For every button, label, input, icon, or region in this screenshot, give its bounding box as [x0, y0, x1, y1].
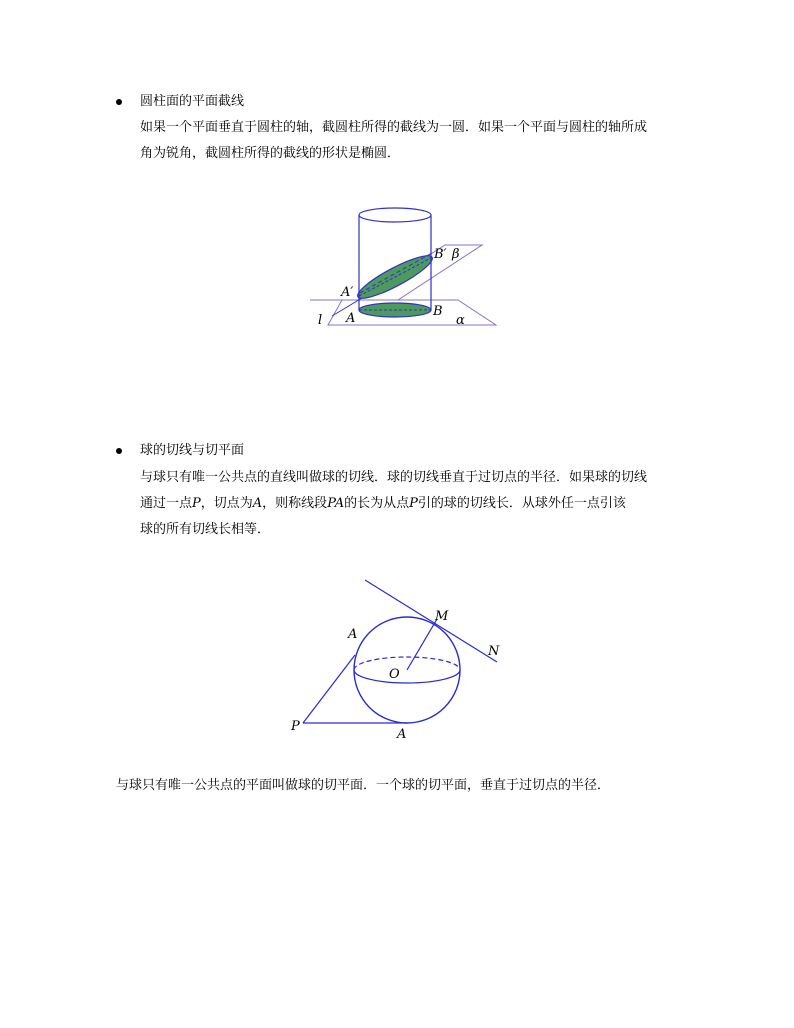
math-p: P [409, 496, 418, 511]
text-run: ，则称线段 [262, 496, 328, 511]
tangent-plane-paragraph: 与球只有唯一公共点的平面叫做球的切平面．一个球的切平面，垂直于过切点的半径． [116, 778, 611, 793]
section2-title: 球的切线与切平面 [140, 443, 245, 458]
radius-om [407, 619, 437, 670]
sphere-tangent-figure [285, 575, 510, 745]
section2-paragraph [140, 465, 680, 543]
cylinder-section-figure [300, 200, 510, 335]
section2-line-3: 球的所有切线长相等． [140, 522, 271, 537]
text-run: 引的球的切线长．从球外任一点引该 [417, 496, 626, 511]
equator-back [354, 657, 460, 670]
label-a-bottom: A [397, 727, 407, 742]
label-p: P [291, 719, 300, 734]
sphere-diagram [285, 575, 510, 745]
bullet-icon [116, 448, 122, 454]
text-run: ，切点为 [200, 496, 253, 511]
label-b-prime: B′ [434, 247, 447, 262]
section1-line-1: 如果一个平面垂直于圆柱的轴，截圆柱所得的截线为一圆．如果一个平面与圆柱的轴所成 [140, 120, 648, 135]
section1-paragraph [140, 115, 680, 167]
label-a-prime: A′ [341, 285, 354, 300]
math-p: P [192, 496, 201, 511]
section1-line-2: 角为锐角，截圆柱所得的截线的形状是椭圆． [140, 146, 401, 161]
label-l: l [318, 313, 323, 328]
text-run: 通过一点 [140, 496, 193, 511]
tangent-pa-top [303, 655, 355, 723]
label-a-top: A [348, 627, 358, 642]
section2-line-2 [140, 491, 680, 517]
label-b: B [433, 304, 443, 319]
label-beta: β [452, 247, 460, 262]
label-o: O [389, 667, 400, 682]
equator-front [354, 670, 460, 683]
section2-line-1: 与球只有唯一公共点的直线叫做球的切线．球的切线垂直于过切点的半径．如果球的切线 [140, 470, 648, 485]
cylinder-top [359, 208, 431, 222]
label-n: N [488, 644, 500, 659]
math-a: A [252, 496, 263, 511]
tangent-line-mn [365, 580, 497, 662]
cylinder-diagram [300, 200, 510, 335]
math-pa: PA [327, 496, 345, 511]
label-a: A [346, 311, 356, 326]
label-m: M [435, 609, 449, 624]
section1-title: 圆柱面的平面截线 [140, 94, 245, 109]
bullet-icon [116, 99, 122, 105]
label-alpha: α [456, 313, 465, 328]
text-run: 的长为从点 [344, 496, 410, 511]
